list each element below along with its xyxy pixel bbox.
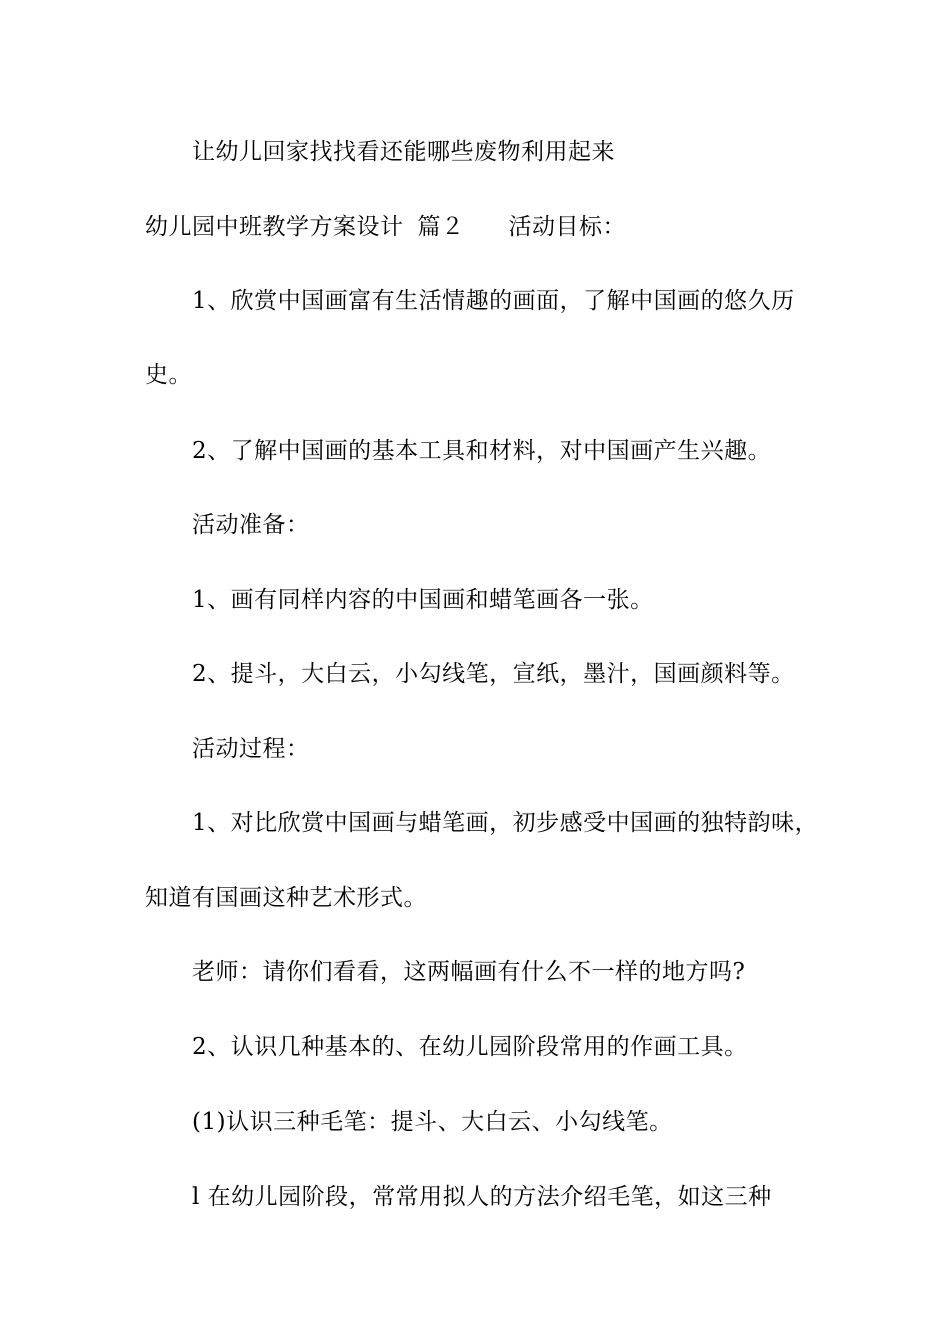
paragraph-line: (1)认识三种毛笔：提斗、大白云、小勾线笔。: [192, 1109, 673, 1135]
paragraph-line: 老师：请你们看看，这两幅画有什么不一样的地方吗?: [192, 959, 746, 985]
heading-section: 活动目标：: [508, 214, 626, 240]
paragraph-line: 2、认识几种基本的、在幼儿园阶段常用的作画工具。: [192, 1034, 748, 1060]
heading-title: 幼儿园中班教学方案设计: [145, 214, 404, 240]
heading-part: 篇２: [417, 214, 465, 240]
paragraph-line: 活动过程：: [192, 736, 310, 762]
paragraph-line: 1、对比欣赏中国画与蜡笔画，初步感受中国画的独特韵味，: [192, 810, 819, 836]
paragraph-line: 让幼儿回家找找看还能哪些废物利用起来: [192, 139, 615, 165]
paragraph-line: 活动准备：: [192, 512, 310, 538]
paragraph-line: 1、画有同样内容的中国画和蜡笔画各一张。: [192, 587, 654, 613]
paragraph-line: 1、欣赏中国画富有生活情趣的画面，了解中国画的悠久历: [192, 288, 795, 314]
paragraph-line: 知道有国画这种艺术形式。: [145, 885, 427, 911]
section-heading: [145, 212, 626, 242]
paragraph-line: 2、了解中国画的基本工具和材料，对中国画产生兴趣。: [192, 438, 772, 464]
paragraph-line: l 在幼儿园阶段，常常用拟人的方法介绍毛笔，如这三种: [192, 1184, 772, 1210]
paragraph-line: 2、提斗，大白云，小勾线笔，宣纸，墨汁，国画颜料等。: [192, 661, 795, 687]
paragraph-line: 史。: [145, 362, 192, 388]
